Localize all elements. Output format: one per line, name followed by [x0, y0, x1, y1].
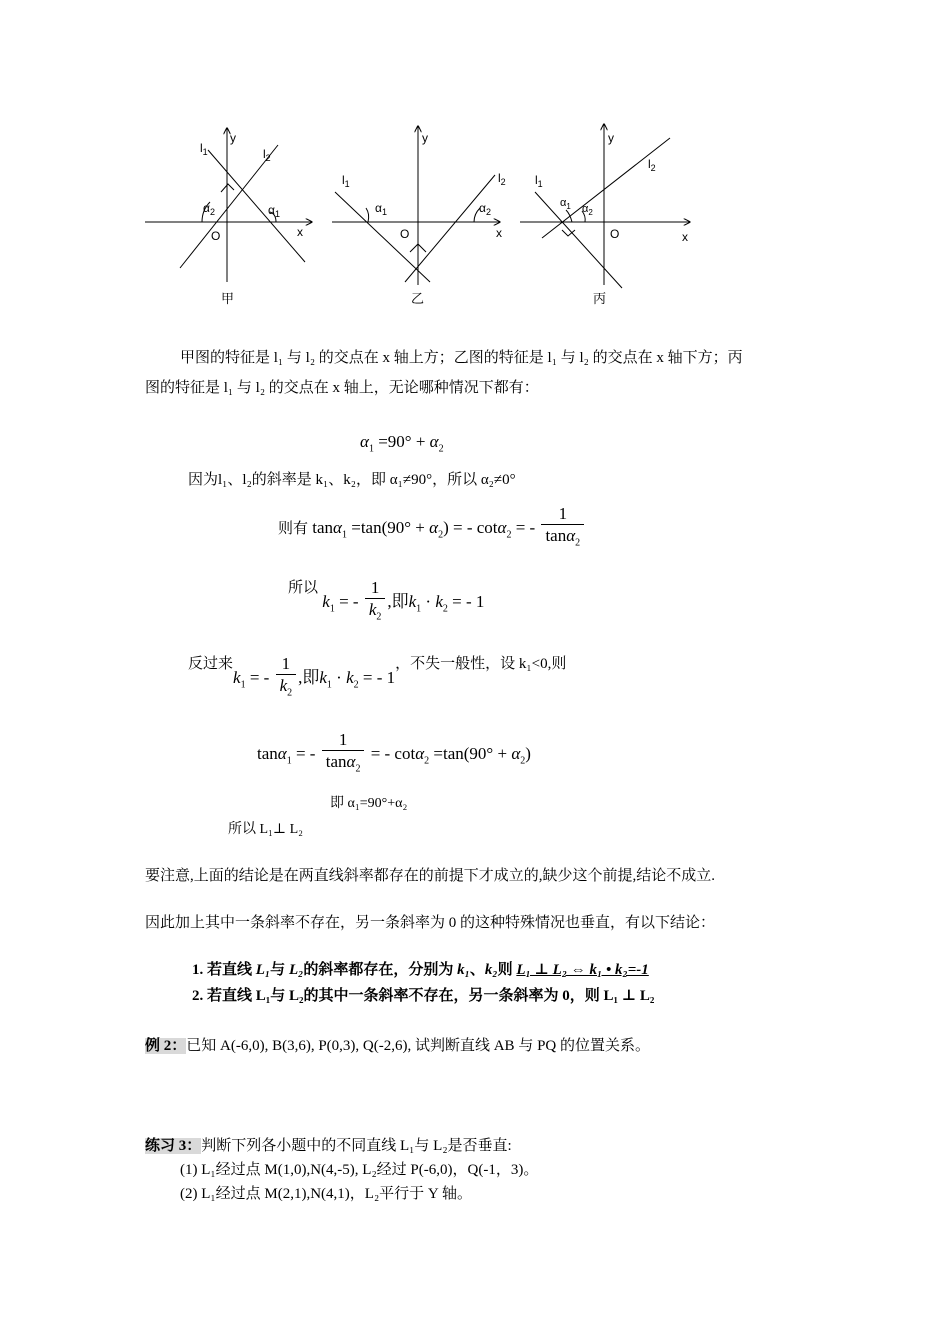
figure-yi: [332, 126, 500, 285]
para4: 所以 L₁⊥ L₂: [228, 822, 304, 837]
equation-1: $\alpha_1 =90^\circ + \alpha_2$: [360, 432, 444, 455]
example-2-text: 已知 A(-6,0), B(3,6), P(0,3), Q(-2,6), 试判断直线 AB 与 PQ 的位置关系。: [186, 1038, 650, 1054]
yi-caption: 乙: [411, 291, 425, 306]
para3: 即 α₁=90°+α₂: [330, 796, 408, 811]
jia-y-label: y: [230, 131, 236, 145]
jia-l2-label: $l_2$: [263, 147, 271, 163]
exercise-3-item-2: (2) L₁经过点 M(2,1),N(4,1)，L₂平行于 Y 轴。: [180, 1186, 472, 1202]
yi-l2-label: $l_2$: [498, 171, 506, 187]
figure-jia: [145, 128, 312, 282]
bing-y-label: y: [608, 131, 614, 145]
jia-alpha2-label: $\alpha_2$: [203, 201, 215, 217]
bing-l1-label: $l_1$: [535, 173, 543, 189]
yi-l1-label: $l_1$: [342, 173, 350, 189]
yi-x-label: x: [496, 226, 502, 240]
bing-caption: 丙: [593, 291, 607, 306]
jia-alpha1-label: $\alpha_1$: [268, 203, 280, 219]
equation-2: 则有 $\tan\alpha_1 =\tan(90^\circ + \alpha_2)$ = - cotα$_2$ = - $\frac{1}{\tan\alpha_2}$: [278, 504, 586, 554]
exercise-3-item-1: (1) L₁经过点 M(1,0),N(4,-5), L₂经过 P(-6,0)，Q(-1，3)。: [180, 1162, 539, 1178]
yi-origin-label: O: [400, 227, 410, 241]
rule-1: 1. 若直线 L₁与 L₂的斜率都存在，分别为 k₁、k₂则 L₁ ⊥ L₂ ⇔ k₁ • k₂=-1: [192, 962, 649, 978]
example-2: [145, 1036, 650, 1056]
para5: 要注意,上面的结论是在两直线斜率都存在的前提下才成立的,缺少这个前提,结论不成立.: [145, 868, 716, 884]
example-2-label: 例 2：: [145, 1038, 187, 1054]
jia-caption: 甲: [221, 291, 235, 306]
exercise-3: [145, 1136, 512, 1156]
exercise-3-text: 判断下列各小题中的不同直线 L₁与 L₂是否垂直:: [201, 1138, 512, 1154]
jia-origin-label: O: [211, 229, 221, 243]
equation-3: 所以 $k_1$ = - $\frac{1}{k_2}$ ,即$k_1 \cdot k_2$ = - 1: [288, 578, 485, 623]
yi-alpha1-label: $\alpha_1$: [375, 201, 387, 217]
para6: 因此加上其中一条斜率不存在，另一条斜率为 0 的这种特殊情况也垂直，有以下结论：: [145, 915, 716, 931]
bing-alpha1-label: $\alpha_1$: [560, 197, 571, 211]
bing-l2-label: $l_2$: [648, 157, 656, 173]
jia-l1-label: $l_1$: [200, 141, 208, 157]
rule-2: 2. 若直线 L₁与 L₂的其中一条斜率不存在，另一条斜率为 0，则 L₁ ⊥ L₂: [192, 988, 655, 1004]
figure-bing: [520, 124, 690, 288]
jia-x-label: x: [297, 225, 303, 239]
bing-origin-label: O: [610, 227, 620, 241]
para2: 因为l₁、l₂的斜率是 k₁、k₂，即 α₁≠90°，所以 α₂≠0°: [188, 472, 516, 488]
bing-alpha2-label: $\alpha_2$: [582, 203, 593, 217]
figures-svg: [130, 110, 710, 315]
exercise-3-label: 练习 3：: [145, 1138, 202, 1154]
equation-5: tanα$_1$ = - $\frac{1}{\tan\alpha_2}$ = - $\cot\alpha_2 =\tan(90^\circ + \alpha_2)$: [257, 730, 531, 775]
yi-alpha2-label: $\alpha_2$: [479, 201, 491, 217]
yi-y-label: y: [422, 131, 428, 145]
bing-x-label: x: [682, 230, 688, 244]
para1-line1: 甲图的特征是 l₁ 与 l₂ 的交点在 x 轴上方；乙图的特征是 l₁ 与 l₂ 的交点在 x 轴下方；丙: [180, 350, 743, 366]
para1-line2: 图的特征是 l₁ 与 l₂ 的交点在 x 轴上，无论哪种情况下都有：: [145, 380, 539, 396]
equation-4: 反过来$k_1$ = - $\frac{1}{k_2}$ ,即$k_1 \cdot k_2$ = - 1，不失一般性，设 k₁<0,则: [188, 654, 567, 699]
